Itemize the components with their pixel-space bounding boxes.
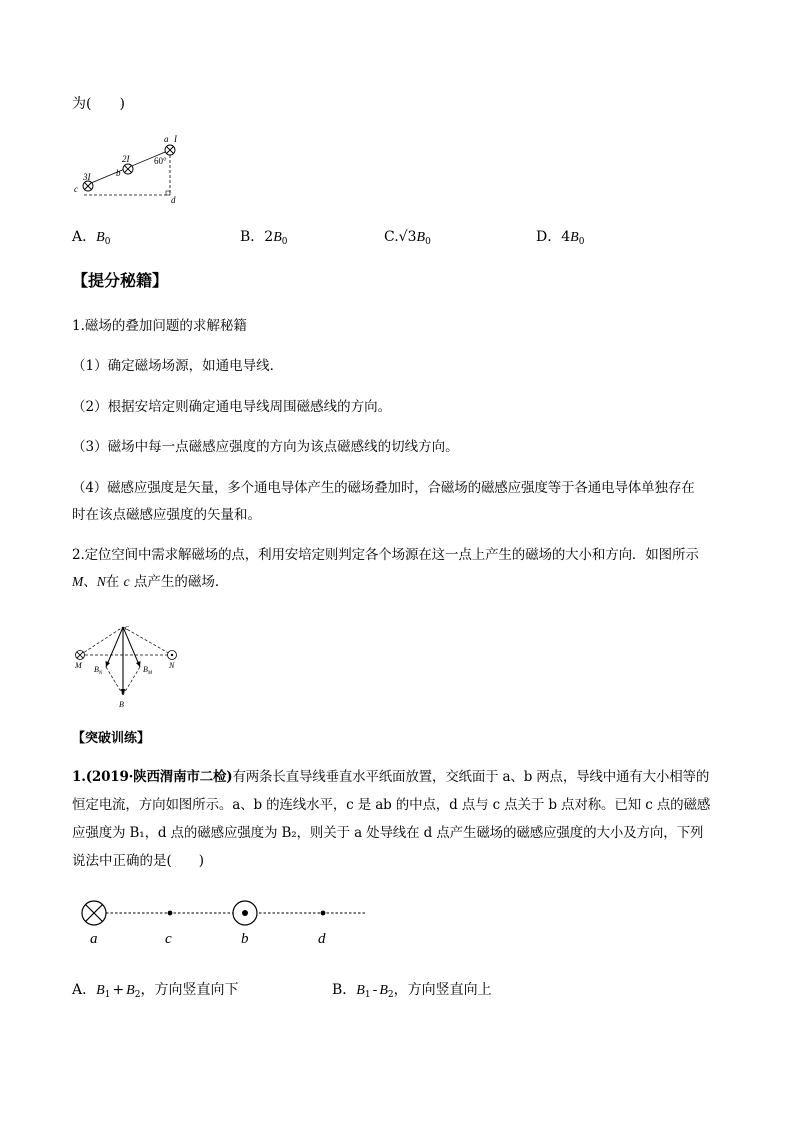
- fig3-label-b: b: [241, 931, 249, 947]
- wire-b-cross-icon: [123, 164, 133, 174]
- tip-4: （3）磁场中每一点磁感应强度的方向为该点磁感线的切线方向。: [72, 439, 459, 455]
- fig1-label-c: c: [74, 184, 78, 194]
- wire-b-dot-icon: [233, 901, 257, 925]
- option-d: D．$4B_0$: [536, 229, 585, 247]
- fig2-label-M: M: [75, 661, 82, 670]
- q1-line1: 1.(2019·陕西渭南市二检)有两条长直导线垂直水平纸面放置，交纸面于 a、b 两点，导线中通有大小相等的: [72, 769, 710, 785]
- point-c-dot: [168, 911, 173, 916]
- fig2-label-BM: $B_M$: [143, 665, 153, 676]
- tip-5-line2: 时在该点磁感应强度的矢量和。: [72, 507, 261, 523]
- fig3-label-a: a: [90, 931, 98, 947]
- tip-6-line2: M、N在 c 点产生的磁场．: [72, 574, 229, 590]
- wire-n-dot-icon: [168, 651, 177, 660]
- fig1-label-2I: 2I: [122, 154, 130, 164]
- tip-5-line1: （4）磁感应强度是矢量，多个通电导体产生的磁场叠加时，合磁场的磁感应强度等于各通电导体单独存在: [72, 480, 695, 496]
- field-superposition-figure: [70, 620, 190, 710]
- question-tail: 为( ): [72, 96, 125, 112]
- fig1-label-a: a: [164, 134, 169, 144]
- fig3-label-c: c: [165, 931, 172, 947]
- tip-6-line1: 2.定位空间中需求解磁场的点，利用安培定则判定各个场源在这一点上产生的磁场的大小和方向．如图所示: [72, 547, 699, 563]
- q1-line2: 恒定电流，方向如图所示。a、b 的连线水平，c 是 ab 的中点，d 点与 c 点关于 b 点对称。已知 c 点的磁感: [72, 797, 711, 813]
- fig2-label-B: B: [119, 700, 124, 709]
- option-a: A．$B_0$: [72, 229, 111, 247]
- fig2-label-c: c: [125, 623, 129, 632]
- tip-2: （1）确定磁场场源，如通电导线．: [72, 358, 284, 374]
- wire-c-cross-icon: [83, 181, 93, 191]
- tip-3: （2）根据安培定则确定通电导线周围磁感线的方向。: [72, 399, 392, 415]
- option-c: $C.√3B_0$: [384, 229, 431, 247]
- fig3-label-d: d: [318, 931, 326, 947]
- point-d-dot: [321, 911, 326, 916]
- fig1-label-b: b: [116, 168, 121, 178]
- two-wire-figure: [72, 895, 372, 951]
- fig2-label-N: N: [169, 661, 175, 670]
- q1-line3: 应强度为 B₁，d 点的磁感应强度为 B₂，则关于 a 处导线在 d 点产生磁场的磁感应强度的大小及方向，下列: [72, 825, 704, 841]
- option-b: B．$2B_0$: [240, 229, 288, 247]
- wire-a-cross-icon: [82, 901, 106, 925]
- wire-a-cross-icon: [165, 145, 175, 155]
- fig1-label-d: d: [171, 195, 176, 205]
- wire-m-cross-icon: [76, 651, 85, 660]
- fig1-label-I: I: [174, 134, 177, 144]
- fig2-label-BN: $B_N$: [94, 665, 103, 676]
- practice-title: 【突破训练】: [72, 731, 151, 746]
- fig1-label-3I: 3I: [83, 172, 91, 182]
- wire-triangle-figure: [68, 128, 188, 206]
- q1-option-b: B．$B_1 - B_2$，方向竖直向上: [332, 982, 492, 1000]
- section-title: 【提分秘籍】: [72, 271, 169, 290]
- q1-option-a: A．$B_1 + B_2$，方向竖直向下: [72, 982, 239, 1000]
- fig1-label-angle: 60°: [154, 156, 167, 166]
- q1-line4: 说法中正确的是( ): [72, 853, 205, 869]
- tip-1: 1.磁场的叠加问题的求解秘籍: [72, 318, 247, 334]
